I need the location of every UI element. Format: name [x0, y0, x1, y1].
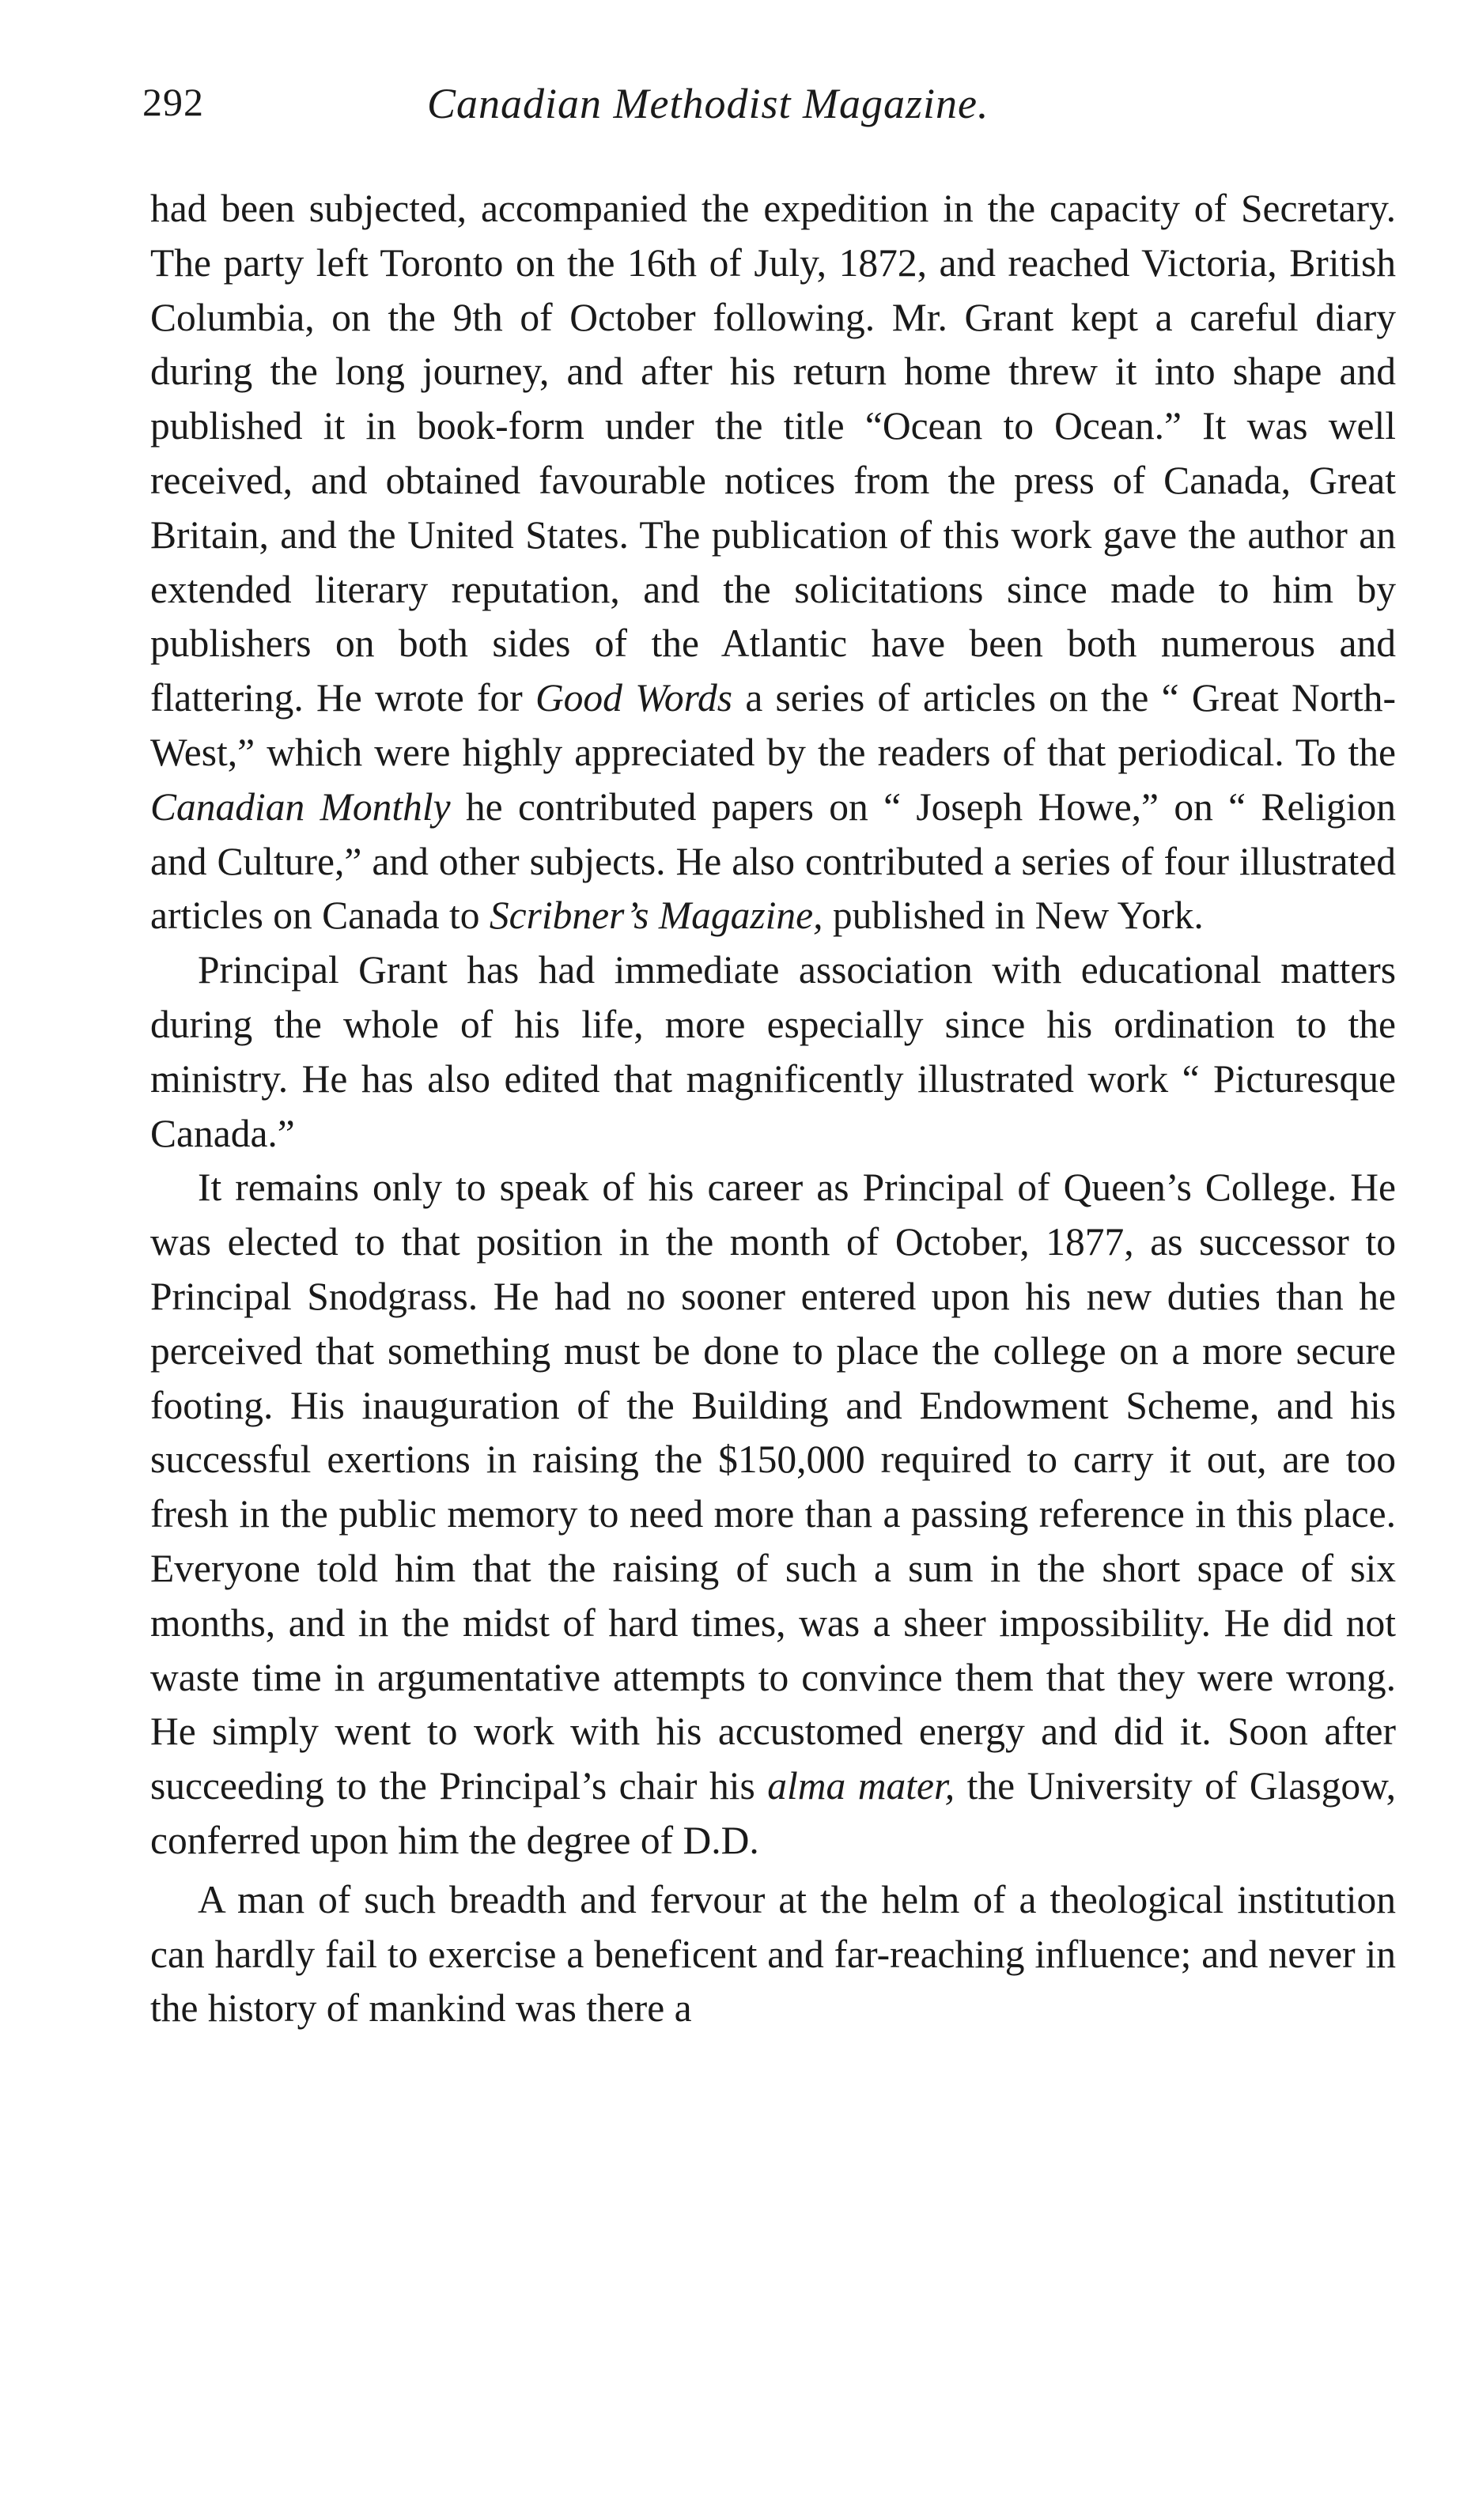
italic-title: Good Words: [535, 676, 733, 720]
paragraph-expedition: [150, 182, 1396, 943]
page-header: [142, 79, 1400, 150]
text-run: Principal Grant has had immediate association with educational matters during the whole of his life, more especially since his ordination to the ministry. He has also edited that magnificently illustrated work “ Picturesque Canada.”: [150, 948, 1396, 1155]
paragraph-influence: [150, 1873, 1396, 2036]
text-run: It remains only to speak of his career as Principal of Queen’s College. He was elected to that position in the month of October, 1877, as successor to Principal Snodgrass. He had no sooner entered upon his new duties than he perceived that something must be done to place the college on a more secure footing. His inauguration of the Building and Endowment Scheme, and his successful exertions in raising the $150,000 required to carry it out, are too fresh in the public memory to need more than a passing reference in this place. Everyone told him that the raising of such a sum in the short space of six months, and in the midst of hard times, was a sheer impossibility. He did not waste time in argumentative attempts to convince them that they were wrong. He simply went to work with his accustomed energy and did it. Soon after succeeding to the Principal’s chair his: [150, 1166, 1396, 1808]
text-run: published in New York.: [823, 894, 1204, 938]
text-run: A man of such breadth and fervour at the helm of a theological institution can hardly fail to exercise a beneficent and far-reaching influence; and never in the history of mankind was there a: [150, 1877, 1396, 2031]
text-run: he contributed papers on “ Joseph Howe,” on “ Religion and Culture,” and other subjects. He also contributed a series of four illustrated articles on Canada to: [150, 784, 1396, 938]
body-text: [150, 182, 1396, 2036]
running-head: Canadian Methodist Magazine.: [427, 80, 989, 127]
paragraph-principal-career: [150, 1161, 1396, 1868]
italic-title: Canadian Monthly: [150, 784, 451, 829]
text-run: the University of Glasgow, conferred upon him the degree of D.D.: [150, 1764, 1396, 1862]
italic-phrase: alma mater,: [767, 1764, 955, 1808]
page-number: 292: [142, 80, 204, 124]
paragraph-education: [150, 943, 1396, 1161]
text-run: had been subjected, accompanied the expedition in the capacity of Secretary. The party left Toronto on the 16th of July, 1872, and reached Victoria, British Columbia, on the 9th of October following. Mr. Grant kept a careful diary during the long journey, and after his return home threw it into shape and published it in book-form under the title “Ocean to Ocean.” It was well received, and obtained favourable notices from the press of Canada, Great Britain, and the United States. The publication of this work gave the author an extended literary reputation, and the solicitations since made to him by publishers on both sides of the Atlantic have been both numerous and flattering. He wrote for: [150, 187, 1396, 720]
italic-title: Scribner’s Magazine,: [489, 894, 823, 938]
text-run: a series of articles on the “ Great North-West,” which were highly appreciated by the readers of that periodical. To the: [150, 676, 1396, 774]
